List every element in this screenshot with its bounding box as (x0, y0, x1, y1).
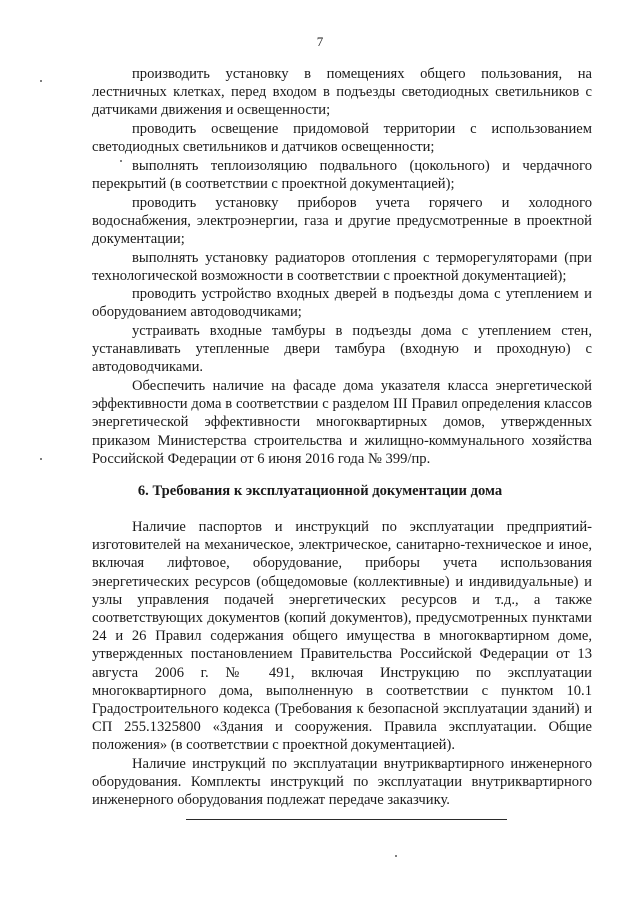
scan-speck (395, 855, 397, 857)
instructions-paragraph: Наличие инструкций по эксплуатации внутриквартирного инженерного оборудования. Комплекты инструкций по эксплуатации внутриквартирного инженерного оборудования подлежат передаче заказчику. (92, 756, 592, 809)
page-number: 7 (316, 34, 324, 49)
section-heading: 6. Требования к эксплуатационной документации дома (137, 483, 503, 499)
scan-speck (40, 80, 42, 82)
documentation-paragraph: Наличие паспортов и инструкций по эксплуатации предприятий-изготовителей на механическое, электрическое, санитарно-техническое и иное, включая лифтовое, оборудование, приборы учета использования энергетических ресурсов (общедомовые (коллективные) и индивидуальные) и узлы управления подачей энергетических ресурсов и т.д., а также соответствующих документов (копий документов), предусмотренных пунктами 24 и 26 Правил содержания общего имущества в многоквартирном доме, утвержденных постановлением Правительства Российской Федерации от 13 августа 2006 г. № 491, включая Инструкцию по эксплуатации многоквартирного дома, выполненную в соответствии с пунктом 10.1 Градостроительного кодекса (Требования к безопасной эксплуатации зданий) и СП 255.1325800 «Здания и сооружения. Правила эксплуатации. Общие положения» (в соответствии с проектной документацией). (92, 519, 592, 754)
closing-rule (186, 819, 507, 820)
list-item: выполнять установку радиаторов отопления с терморегуляторами (при технологической возможности в соответствии с проектной документацией); (92, 250, 592, 285)
energy-class-paragraph: Обеспечить наличие на фасаде дома указателя класса энергетической эффективности дома в соответствии с разделом III Правил определения классов энергетической эффективности многоквартирных домов, утвержденных приказом Министерства строительства и жилищно-коммунального хозяйства Российской Федерации от 6 июня 2016 года № 399/пр. (92, 378, 592, 467)
list-item: проводить освещение придомовой территории с использованием светодиодных светильников и датчиков освещенности; (92, 121, 592, 156)
list-item: выполнять теплоизоляцию подвального (цокольного) и чердачного перекрытий (в соответствии с проектной документацией); (92, 158, 592, 193)
list-item: производить установку в помещениях общего пользования, на лестничных клетках, перед входом в подъезды светодиодных светильников с датчиками движения и освещенности; (92, 66, 592, 119)
list-item: проводить устройство входных дверей в подъезды дома с утеплением и оборудованием автодоводчиками; (92, 286, 592, 321)
list-item: проводить установку приборов учета горячего и холодного водоснабжения, электроэнергии, газа и другие предусмотренные в проектной документации; (92, 195, 592, 248)
list-item: устраивать входные тамбуры в подъезды дома с утеплением стен, устанавливать утепленные двери тамбура (входную и проходную) с автодоводчиками. (92, 323, 592, 376)
scan-speck (120, 160, 122, 162)
scan-speck (40, 458, 42, 460)
